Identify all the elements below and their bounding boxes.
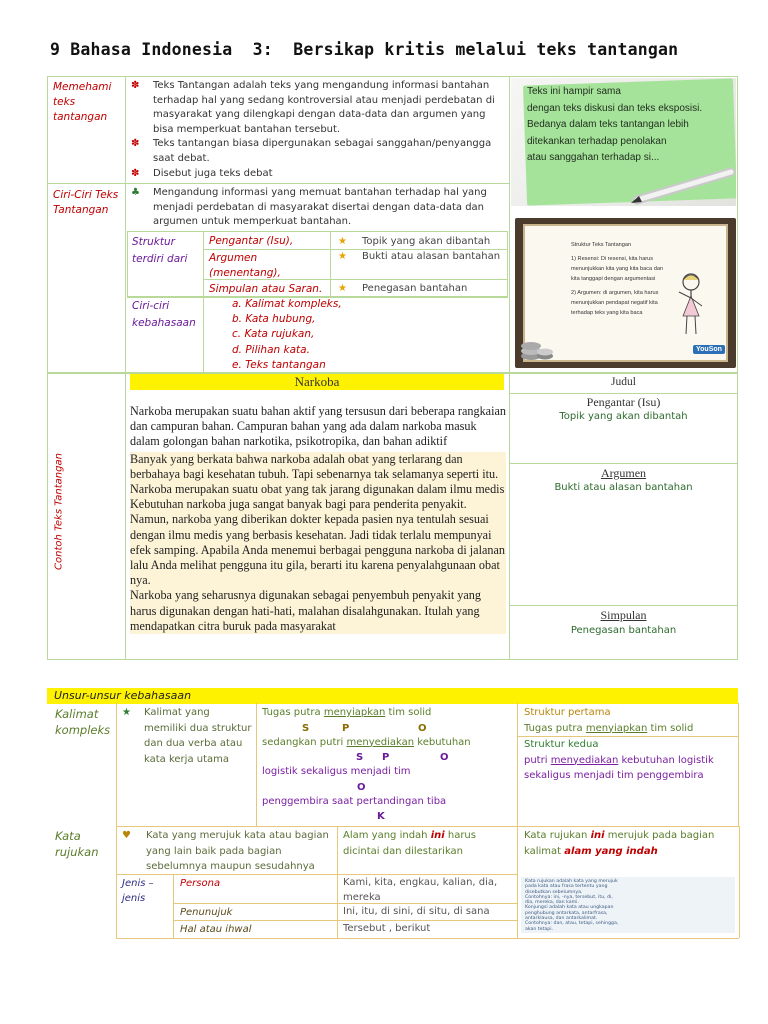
jenis-name-penunjuk: Penunujuk (180, 907, 233, 918)
teacher-figure-icon (675, 270, 707, 340)
brand-badge: YouSon (693, 345, 725, 354)
ciri-label: Ciri-ciri kebahasaan (132, 300, 196, 329)
spo-subject: S (356, 752, 364, 763)
ciri-item: d. Pilihan kata. (232, 343, 310, 356)
board-line: 1) Resensi: Di resensi, kita harus (571, 256, 654, 262)
mini-line: Kata rujukan adalah kata yang merujuk (525, 879, 618, 884)
kompleks-struktur-1: Struktur pertama Tugas putra menyiapkan tim solid (524, 707, 694, 734)
mini-line: penghubung antarkata, antarfrasa, (525, 910, 608, 916)
kompleks-label: Kalimat kompleks (55, 707, 111, 737)
kompleks-example: Tugas putra menyiapkan tim solid S P O sedangkan putri menyediakan kebutuhan S P O logistik sekaligus menjadi tim O penggembira saat pertandingan tiba K (262, 707, 471, 822)
rujukan-mini-image (521, 877, 735, 933)
struktur-name-3: Simpulan atau Saran. (209, 283, 323, 295)
spo-predicate: P (342, 722, 350, 734)
contoh-paragraph-1: Narkoba merupakan suatu bahan aktif yang tersusun dari beberapa rangkaian dan campuran bahan. Campuran bahan yang ada dalam narkoba masuk dalam golongan bahan narkotika, psikotropika, dan bahan adiktif (130, 404, 506, 449)
rujukan-explanation: Kata rujukan ini merujuk pada bagian kalimat alam yang indah (524, 830, 715, 857)
kompleks-definition: ★ Kalimat yang memiliki dua struktur dan dua verba atau kata kerja utama (122, 707, 252, 765)
board-line: 2) Argumen: di argumen, kita harus (571, 290, 659, 296)
structure-judul: Judul (611, 376, 636, 388)
structure-simpulan: Simpulan (600, 608, 647, 622)
mini-line: akan tetapi. (525, 926, 554, 932)
sec1-bullet-3: ✽ Disebut juga teks debat (131, 167, 273, 179)
spo-object: O (418, 722, 427, 734)
jenis-table (116, 874, 517, 875)
struktur-desc-3: ★ Penegasan bantahan (338, 283, 468, 294)
sec2-label: Ciri-Ciri Teks Tantangan (53, 189, 119, 216)
note-line: Bedanya dalam teks tantangan lebih (527, 119, 689, 130)
struktur-desc-2: ★ Bukti atau alasan bantahan (338, 251, 501, 262)
structure-argumen: Argumen (600, 466, 647, 480)
jenis-label: Jenis – jenis (122, 878, 154, 904)
contoh-paragraph-3: Namun, narkoba yang diberikan dokter kepada pasien nya tentulah sesuai dengan ilmu medis yang berbasis kesehatan. Jadi tidak terlalu mempunyai efek samping. Apabila Anda menemui berbagai pengguna narkoba di jalanan lalu Anda melihat pengguna itu gila, berarti itu karena penyalahgunaan obat nya. (130, 512, 505, 588)
board-image (515, 218, 736, 368)
mini-line: Konjungsi adalah kata atau ungkapan (525, 905, 614, 911)
rujukan-definition: ♥ Kata yang merujuk kata atau bagian yang lain baik pada bagian sebelumnya maupun sesudahnya (122, 830, 329, 872)
sec1-bullet-1: ✽ Teks Tantangan adalah teks yang mengandung informasi bantahan terhadap hal yang sedang kontroversial atau menjadi perdebatan di masyarakat yang dilengkapi dengan data-data dan argumen yang bisa memperkuat bantahan tersebut. (131, 80, 495, 135)
struktur-name-2: Argumen (menentang), (209, 252, 281, 279)
mini-line: dia, mereka, dan kami. (525, 900, 579, 906)
contoh-side-label: Contoh Teks Tantangan (53, 453, 65, 570)
board-line: menunjukkan pendapat negatif kita (571, 300, 658, 306)
contoh-heading: Narkoba (130, 374, 504, 390)
pen-icon (631, 166, 736, 206)
board-line: kita tanggapi dengan argumentasi (571, 276, 656, 282)
ciri-item: c. Kata rujukan, (232, 328, 315, 341)
note-line: dengan teks diskusi dan teks eksposisi. (527, 102, 703, 114)
jenis-example-penunjuk: Ini, itu, di sini, di situ, di sana (343, 906, 490, 917)
unsur-heading: Unsur-unsur kebahasaan (47, 688, 738, 704)
sec1-bullet-2: ✽ Teks tantangan biasa dipergunakan sebagai sanggahan/penyangga saat debat. (131, 138, 492, 164)
page-title: 9 Bahasa Indonesia 3: Bersikap kritis melalui teks tantangan (50, 40, 679, 59)
ciri-item: a. Kalimat kompleks, (232, 298, 342, 310)
jenis-example-persona: Kami, kita, engkau, kalian, dia, mereka (343, 877, 498, 903)
mini-line: Contohnya: ini, -nya, tersebut, itu, di, (525, 894, 613, 900)
struktur-name-1: Pengantar (Isu), (209, 235, 294, 247)
mini-line: antarklausa, dan antarkalimat. (525, 916, 598, 922)
ciri-item: b. Kata hubung, (232, 313, 316, 326)
coins-icon (519, 322, 555, 362)
note-image (511, 78, 736, 206)
structure-pengantar-desc: Topik yang akan dibantah (559, 411, 688, 422)
note-line: ditekankan terhadap penolakan (527, 135, 667, 147)
board-line: menunjukkan kita yang kita baca dan (571, 266, 664, 272)
note-line: Teks ini hampir sama (527, 86, 621, 97)
note-line: atau sanggahan terhadap si... (527, 152, 660, 163)
structure-pengantar: Pengantar (Isu) (586, 395, 661, 409)
rujukan-label: Kata rujukan (55, 829, 99, 859)
jenis-name-ihwal: Hal atau ihwal (180, 924, 252, 935)
board-line: Struktur Teks Tantangan (571, 242, 632, 248)
jenis-name-persona: Persona (180, 878, 221, 889)
structure-argumen-desc: Bukti atau alasan bantahan (554, 482, 693, 493)
ciri-item: e. Teks tantangan (232, 358, 326, 371)
spo-object: O (440, 752, 449, 763)
mini-line: disebutkan sebelumnya. (525, 889, 583, 895)
struktur-label: Struktur terdiri dari (132, 236, 188, 265)
structure-simpulan-desc: Penegasan bantahan (570, 625, 677, 636)
struktur-desc-1: ★ Topik yang akan dibantah (338, 236, 491, 247)
sec2-bullet: ♣ Mengandung informasi yang memuat bantahan terhadap hal yang menjadi perdebatan di masyarakat disertai dengan data-data dan argumen untuk memperkuat bantahan. (131, 187, 487, 228)
spo-predicate: P (382, 752, 390, 763)
rujukan-example: Alam yang indah ini harus dicintai dan dilestarikan (343, 830, 476, 857)
contoh-paragraph-4: Narkoba yang seharusnya digunakan sebagai penyembuh penyakit yang harus digunakan dengan hati-hati, malahan disalahgunakan. Itulah yang mendapatkan citra buruk pada masyarakat (130, 588, 506, 634)
mini-line: pada kata atau frasa tertentu yang (525, 884, 608, 890)
board-line: terhadap teks yang kita baca (571, 310, 643, 316)
spo-subject: S (302, 722, 310, 734)
contoh-paragraph-2: Banyak yang berkata bahwa narkoba adalah obat yang terlarang dan berbahaya bagi kesehatan tubuh. Tapi sebenarnya tak selamanya seperti itu. Narkoba merupakan suatu obat yang tak jarang digunakan dalam ilmu medis Kebutuhan narkoba juga sangat banyak bagi para penderita penyakit. (130, 451, 505, 512)
mini-line: Contohnya: dan, atau, tetapi, sehingga, (525, 921, 619, 927)
jenis-example-ihwal: Tersebut , berikut (343, 923, 431, 934)
kompleks-struktur-2: Struktur kedua putri menyediakan kebutuhan logistik sekaligus menjadi tim penggembira (524, 739, 714, 781)
sec1-label: Memehami teks tantangan (53, 81, 112, 123)
